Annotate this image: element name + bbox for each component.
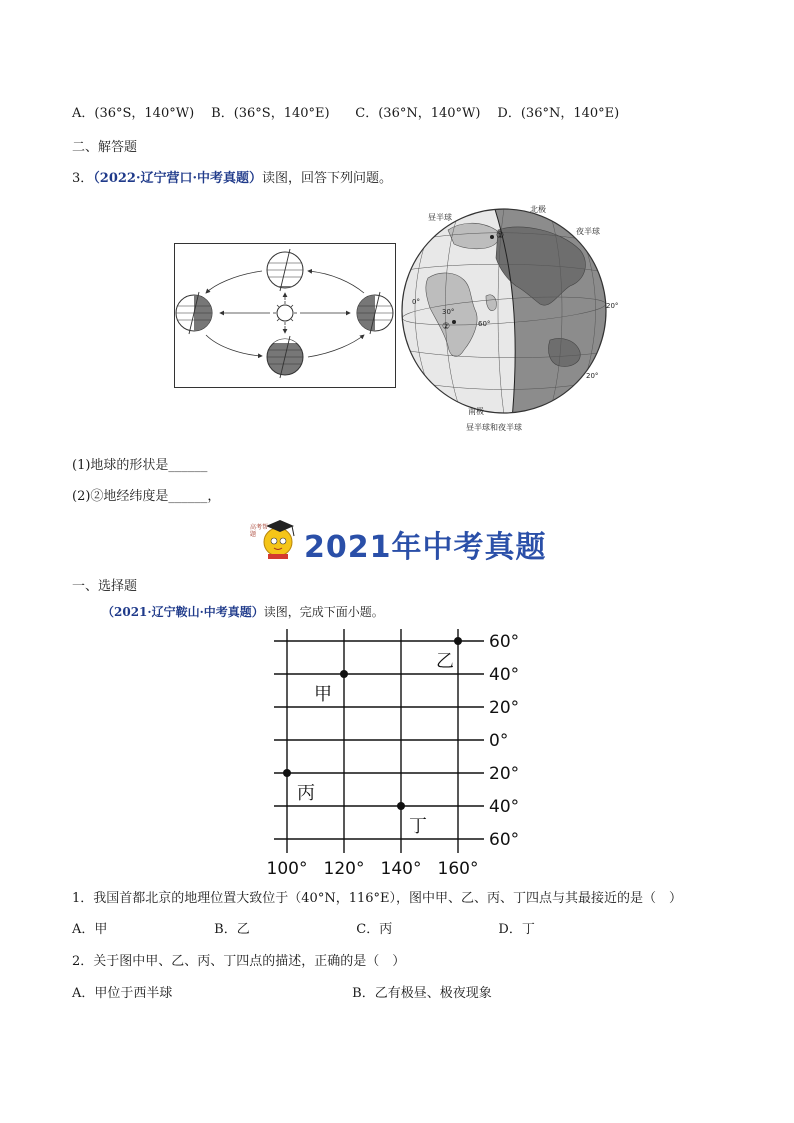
q2-option-b: B．乙有极昼、极夜现象 — [352, 986, 492, 1001]
question-3 — [72, 167, 392, 186]
section-banner — [250, 516, 550, 564]
question-text: 读图，回答下列问题。 — [262, 171, 393, 186]
point-甲 — [340, 670, 348, 678]
label-north-pole: 北极 — [530, 205, 546, 214]
latitude-label: 20° — [489, 764, 520, 784]
label-lon-60: 60° — [478, 320, 491, 328]
earth-orbit-diagram — [174, 243, 396, 389]
option-b: B．(36°S，140°E) — [211, 106, 330, 121]
point-丙 — [283, 769, 291, 777]
q2-option-a: A．甲位于西半球 — [72, 986, 173, 1001]
intro-text: 读图，完成下面小题。 — [263, 605, 384, 619]
point-丁 — [397, 802, 405, 810]
label-night-hemisphere: 夜半球 — [576, 227, 600, 236]
day-night-globe-diagram — [400, 200, 625, 440]
option-d: D．(36°N，140°E) — [497, 106, 620, 121]
option-a: A．(36°S，140°W) — [72, 106, 195, 121]
latitude-label: 40° — [489, 665, 520, 685]
point-label-乙: 乙 — [436, 651, 454, 672]
q1-option-a: A．甲 — [72, 922, 108, 937]
grid-intro — [102, 603, 384, 620]
label-day-hemisphere: 昼半球 — [428, 213, 452, 222]
question-number: 3． — [72, 171, 94, 186]
latitude-label: 60° — [489, 632, 520, 652]
banner-title: 2021年中考真题 — [304, 530, 547, 565]
q1-option-c: C．丙 — [356, 922, 393, 937]
point-乙 — [454, 637, 462, 645]
option-c: C．(36°N，140°W) — [355, 106, 481, 121]
longitude-label: 160° — [437, 859, 479, 877]
question-2-stem: 2．关于图中甲、乙、丙、丁四点的描述，正确的是（ ） — [72, 954, 406, 969]
label-lon-30: 30° — [442, 308, 455, 316]
mascot-text: 高考帮题 — [250, 524, 269, 538]
intro-source: （2021·辽宁鞍山·中考真题） — [102, 605, 264, 619]
question-options-row — [72, 102, 619, 121]
section-heading-choice: 一、选择题 — [72, 579, 138, 594]
section-heading-answer: 二、解答题 — [72, 140, 138, 155]
point-label-丙: 丙 — [297, 783, 315, 804]
marker-2-label: ② — [442, 322, 451, 332]
latitude-label: 0° — [489, 731, 509, 751]
label-south-pole: 南极 — [468, 407, 484, 416]
label-lat-20n: 20° — [606, 302, 619, 310]
question-source: （2022·辽宁营口·中考真题） — [93, 171, 263, 186]
longitude-label: 100° — [266, 859, 308, 877]
question-2-options — [72, 982, 492, 1001]
longitude-label: 140° — [380, 859, 422, 877]
latitude-label: 60° — [489, 830, 520, 850]
sub-question-2: (2)②地经纬度是______， — [72, 489, 221, 504]
globe-caption: 昼半球和夜半球 — [466, 423, 522, 432]
label-lat-20s: 20° — [586, 372, 599, 380]
question-1-options — [72, 918, 535, 937]
question-1-stem: 1．我国首都北京的地理位置大致位于（40°N，116°E），图中甲、乙、丙、丁四点与其最接近的是（ ） — [72, 891, 682, 906]
point-label-甲: 甲 — [314, 684, 332, 705]
longitude-label: 120° — [323, 859, 365, 877]
q1-option-d: D．丁 — [498, 922, 535, 937]
latitude-label: 20° — [489, 698, 520, 718]
lat-lon-grid-chart — [262, 625, 532, 877]
sub-question-1: (1)地球的形状是______ — [72, 458, 208, 473]
marker-1-label: ① — [496, 231, 505, 241]
q1-option-b: B．乙 — [214, 922, 250, 937]
point-label-丁: 丁 — [409, 816, 427, 837]
label-lon-0: 0° — [412, 298, 420, 306]
latitude-label: 40° — [489, 797, 520, 817]
